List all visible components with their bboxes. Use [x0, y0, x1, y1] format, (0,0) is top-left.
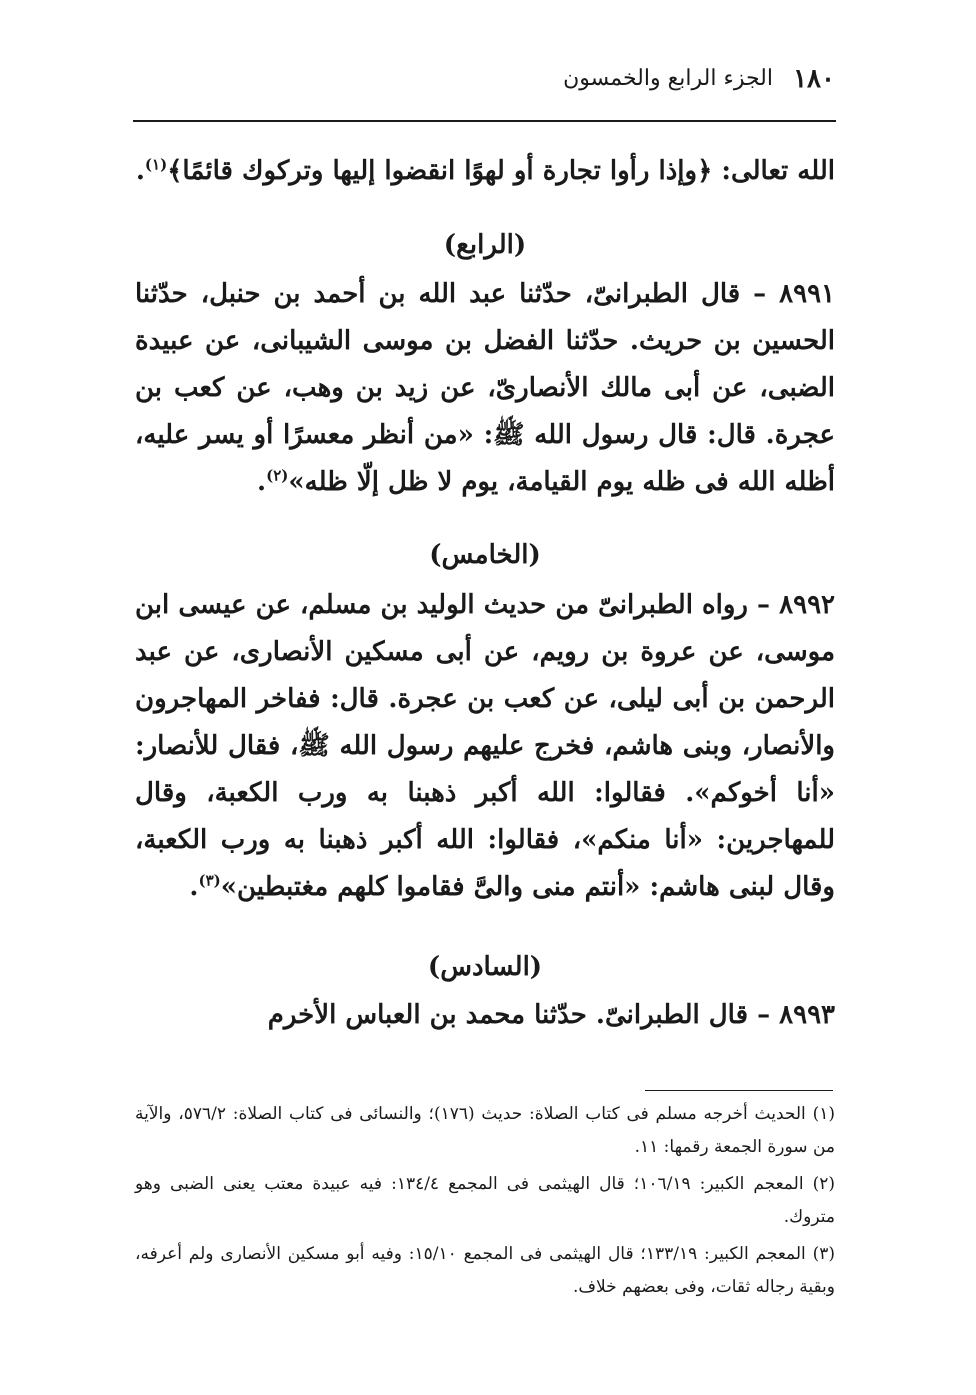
footnote-1: (١) الحديث أخرجه مسلم فى كتاب الصلاة: حديث (١٧٦)؛ والنسائى فى كتاب الصلاة: ٥٧٦/٢، والآية من سورة الجمعة رقمها: ١١. [135, 1104, 835, 1157]
hadith-paragraph-8993 [135, 992, 835, 1039]
footnote-ref-3: (٣) [198, 871, 221, 890]
footnote-ref-1: (١) [144, 155, 168, 174]
hadith-text: – قال الطبرانىّ، حدّثنا عبد الله بن أحمد بن حنبل، حدّثنا الحسين بن حريث. حدّثنا الفضل بن موسى الشيبانى، عن عبيدة الضبى، عن أبى مالك الأنصارىّ، عن زيد بن وهب، عن كعب بن عجرة. قال: قال رسول الله ﷺ: «من أنظر معسرًا أو يسر عليه، أظله الله فى ظله يوم القيامة، يوم لا ظل إلّا ظله» [135, 279, 835, 497]
header-rule [133, 120, 836, 122]
page-number: ١٨٠ [793, 64, 835, 94]
footnote-2: (٢) المعجم الكبير: ١٠٦/١٩؛ قال الهيثمى فى المجمع ١٣٤/٤: فيه عبيدة معتب يعنى الضبى وهو متروك. [135, 1174, 835, 1227]
hadith-end: . [257, 467, 267, 497]
page-header [135, 64, 835, 104]
footnotes [135, 1098, 835, 1308]
hadith-paragraph-8992 [135, 582, 835, 911]
hadith-end: . [189, 872, 199, 902]
hadith-number: ٨٩٩٢ [779, 590, 835, 620]
section-heading-5: (الخامس) [429, 540, 541, 570]
hadith-text: – رواه الطبرانىّ من حديث الوليد بن مسلم، عن عيسى ابن موسى، عن عروة بن رويم، عن أبى مسكين الأنصارى، عن عبد الرحمن بن أبى ليلى، عن كعب بن عجرة. قال: ففاخر المهاجرون والأنصار، وبنى هاشم، فخرج عليهم رسول الله ﷺ، فقال للأنصار: «أنا أخوكم». فقالوا: الله أكبر ذهبنا به ورب الكعبة، وقال للمهاجرين: «أنا منكم»، فقالوا: الله أكبر ذهبنا به ورب الكعبة، وقال لبنى هاشم: «أنتم منى والىَّ فقاموا كلهم مغتبطين» [135, 590, 835, 902]
hadith-paragraph-8991 [135, 271, 835, 506]
intro-text: الله تعالى: ﴿وإذا رأوا تجارة أو لهوًا انقضوا إليها وتركوك قائمًا﴾ [167, 156, 835, 186]
hadith-text: – قال الطبرانىّ. حدّثنا محمد بن العباس الأخرم [267, 1000, 780, 1030]
intro-end: . [135, 156, 145, 186]
intro-paragraph [135, 148, 835, 195]
section-heading-6: (السادس) [427, 952, 543, 982]
footnote-3: (٣) المعجم الكبير: ١٣٣/١٩؛ قال الهيثمى فى المجمع ١٥/١٠: وفيه أبو مسكين الأنصارى ولم أعرفه، وبقية رجاله ثقات، وفى بعضهم خلاف. [135, 1244, 835, 1297]
hadith-number: ٨٩٩١ [779, 279, 835, 309]
section-heading-4: (الرابع) [443, 230, 527, 260]
footnote-rule [645, 1090, 833, 1091]
hadith-number: ٨٩٩٣ [779, 1000, 835, 1030]
footnote-ref-2: (٢) [266, 466, 289, 485]
running-title: الجزء الرابع والخمسون [563, 66, 773, 91]
